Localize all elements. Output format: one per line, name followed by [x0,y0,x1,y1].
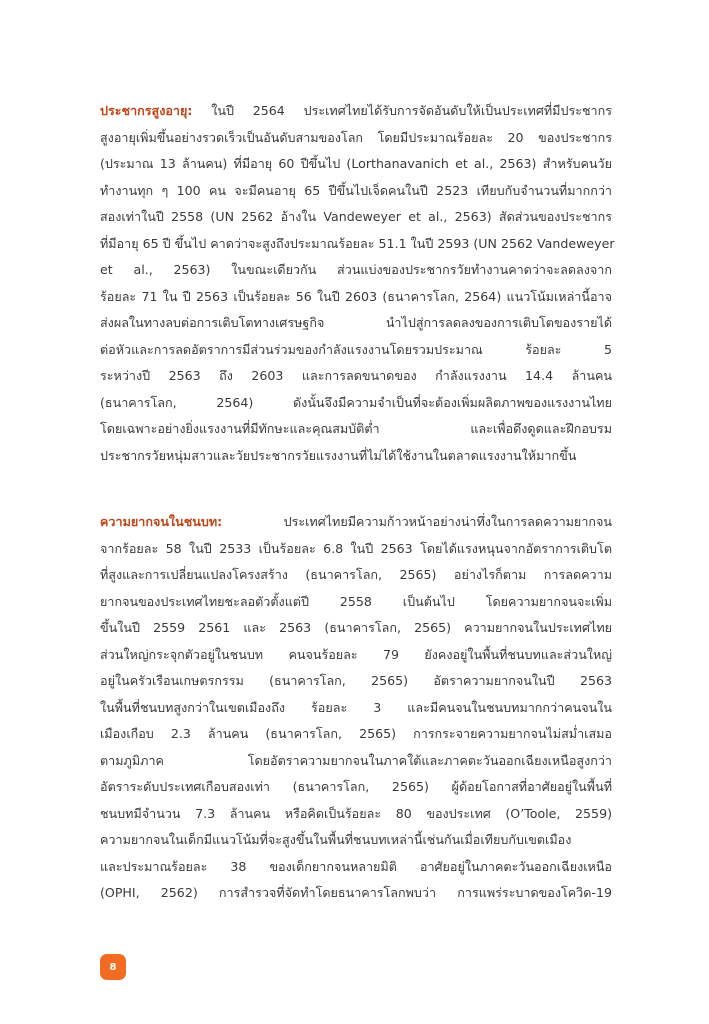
text-line: ประชากรวัยหนุ่มสาวและวัยประชากรวัยแรงงานที่ไม่ได้ใช้งานในตลาดแรงงานให้มากขึ้น [100,447,577,463]
text-line: อยู่ในครัวเรือนเกษตรกรรม (ธนาคารโลก, 2565) อัตราความยากจนในปี 2563 [100,673,612,688]
text-line: (ธนาคารโลก, 2564) ดังนั้นจึงมีความจำเป็นที่จะต้องเพิ่มผลิตภาพของแรงงานไทย [100,394,612,410]
text-line: อัตราระดับประเทศเกือบสองเท่า (ธนาคารโลก, 2565) ผู้ด้อยโอกาสที่อาศัยอยู่ในพื้นที่ [100,779,612,794]
text-line: สูงอายุเพิ่มขึ้นอย่างรวดเร็วเป็นอันดับสามของโลก โดยมีประมาณร้อยละ 20 ของประชากร [100,129,612,145]
text-line: ในพื้นที่ชนบทสูงกว่าในเขตเมืองถึง ร้อยละ 3 และมีคนจนในชนบทมากกว่าคนจนใน [100,699,612,715]
text-line: ชนบทมีจำนวน 7.3 ล้านคน หรือคิดเป็นร้อยละ 80 ของประเทศ (O’Toole, 2559) [100,805,612,821]
text-line: โดยเฉพาะอย่างยิ่งแรงงานที่มีทักษะและคุณสมบัติต่ำ และเพื่อดึงดูดและฝึกอบรม [100,421,612,436]
text-line: et al., 2563) ในขณะเดียวกัน ส่วนแบ่งของประชากรวัยทำงานคาดว่าจะลดลงจาก [100,262,612,277]
text-line: ทำงานทุก ๆ 100 คน จะมีคนอายุ 65 ปีขึ้นไปเจ็ดคนในปี 2523 เทียบกับจำนวนที่มากกว่า [100,182,612,198]
text-line: (ประมาณ 13 ล้านคน) ที่มีอายุ 60 ปีขึ้นไป (Lorthanavanich et al., 2563) สำหรับคนวัย [100,156,612,171]
text-line: ยากจนของประเทศไทยชะลอตัวตั้งแต่ปี 2558 เป็นต้นไป โดยความยากจนจะเพิ่ม [100,593,612,609]
text-line: ตามภูมิภาค โดยอัตราความยากจนในภาคใต้และภาคตะวันออกเฉียงเหนือสูงกว่า [100,752,612,768]
line-text: ประเทศไทยมีความก้าวหน้าอย่างน่าทึ่งในการลดความยากจน [222,514,612,529]
paragraph-aging-population [100,98,615,469]
text-line: ส่วนใหญ่กระจุกตัวอยู่ในชนบท คนจนร้อยละ 79 ยังคงอยู่ในพื้นที่ชนบทและส่วนใหญ่ [100,646,612,662]
text-line: ต่อหัวและการลดอัตราการมีส่วนร่วมของกำลังแรงงานโดยรวมประมาณ ร้อยละ 5 [100,341,612,357]
text-line: ร้อยละ 71 ใน ปี 2563 เป็นร้อยละ 56 ในปี 2603 (ธนาคารโลก, 2564) แนวโน้มเหล่านี้อาจ [100,288,612,304]
text-line: ที่สูงและการเปลี่ยนแปลงโครงสร้าง (ธนาคารโลก, 2565) อย่างไรก็ตาม การลดความ [100,567,612,582]
text-line: ความยากจนในเด็กมีแนวโน้มที่จะสูงขึ้นในพื้นที่ชนบทเหล่านี้เช่นกันเมื่อเทียบกับเขตเมือง [100,832,572,847]
paragraph-rural-poverty [100,509,612,907]
text-line: ที่มีอายุ 65 ปี ขึ้นไป คาดว่าจะสูงถึงประมาณร้อยละ 51.1 ในปี 2593 (UN 2562 Vandeweyer [100,235,615,251]
paragraph-heading: ความยากจนในชนบท: [100,514,223,529]
text-line: ส่งผลในทางลบต่อการเติบโตทางเศรษฐกิจ นำไปสู่การลดลงของการเติบโตของรายได้ [100,315,612,330]
paragraph-heading: ประชากรสูงอายุ: [100,103,193,118]
line-text: ในปี 2564 ประเทศไทยได้รับการจัดอันดับให้เป็นประเทศที่มีประชากร [192,103,612,118]
text-line [100,509,612,536]
text-line: และประมาณร้อยละ 38 ของเด็กยากจนหลายมิติ อาศัยอยู่ในภาคตะวันออกเฉียงเหนือ [100,858,612,874]
text-line: (OPHI, 2562) การสำรวจที่จัดทำโดยธนาคารโลกพบว่า การแพร่ระบาดของโควิด-19 [100,885,612,900]
text-line: ขึ้นในปี 2559 2561 และ 2563 (ธนาคารโลก, 2565) ความยากจนในประเทศไทย [100,620,612,635]
text-line: ระหว่างปี 2563 ถึง 2603 และการลดขนาดของ กำลังแรงงาน 14.4 ล้านคน [100,368,612,383]
text-line: สองเท่าในปี 2558 (UN 2562 อ้างใน Vandeweyer et al., 2563) สัดส่วนของประชากร [100,209,612,224]
text-line: จากร้อยละ 58 ในปี 2533 เป็นร้อยละ 6.8 ในปี 2563 โดยได้แรงหนุนจากอัตราการเติบโต [100,540,612,556]
page-number-badge: 8 [100,954,126,980]
text-line [100,98,612,125]
text-line: เมืองเกือบ 2.3 ล้านคน (ธนาคารโลก, 2565) การกระจายความยากจนไม่สม่ำเสมอ [100,726,612,741]
